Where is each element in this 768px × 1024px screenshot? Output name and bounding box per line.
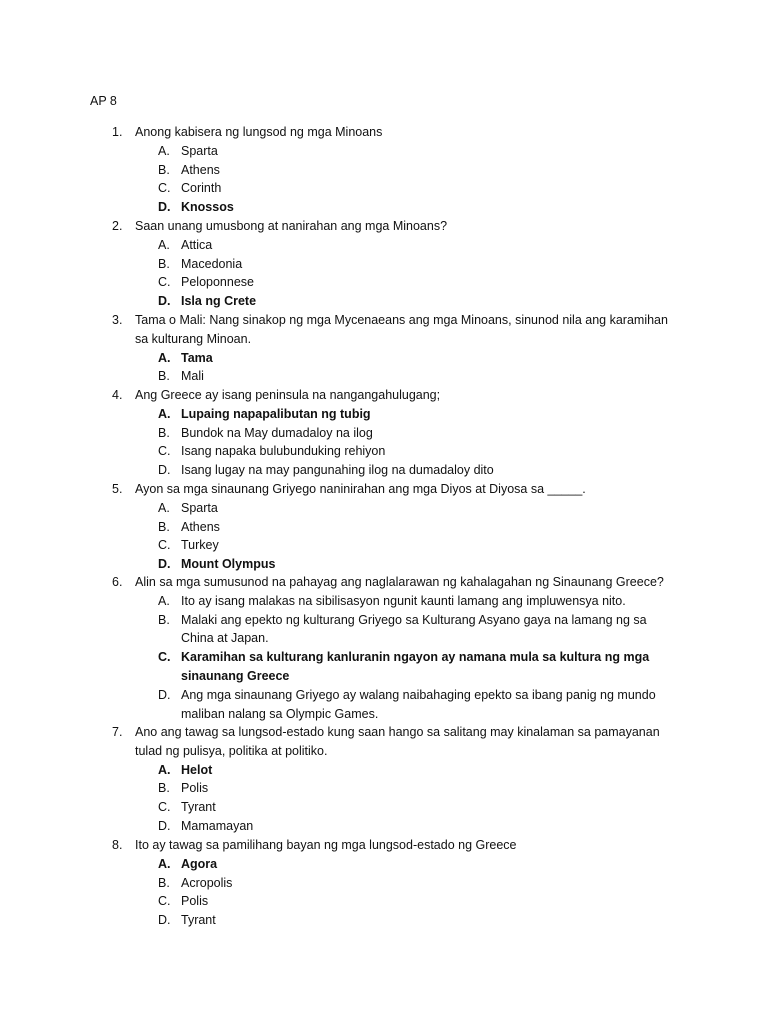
option-text: Polis (181, 781, 209, 796)
option-letter: D. (158, 687, 171, 702)
option-letter: B. (158, 781, 170, 796)
option-letter: C. (158, 650, 171, 665)
question-number: 1. (112, 125, 123, 139)
option-letter: D. (158, 200, 171, 215)
option-text: Turkey (181, 538, 219, 553)
option-letter: A. (158, 762, 171, 777)
question-number: 4. (112, 388, 123, 402)
option-letter: A. (158, 856, 171, 871)
option-text: Sparta (181, 143, 218, 158)
option-letter: A. (158, 350, 171, 365)
option-text: Polis (181, 894, 209, 909)
question-number: 5. (112, 482, 123, 496)
option-text: Malaki ang epekto ng kulturang Griyego sa Kulturang Asyano gaya na lamang ng sa China at Japan. (181, 612, 647, 646)
option-text: Mamamayan (181, 819, 254, 833)
question-text: Ito ay tawag sa pamilihang bayan ng mga lungsod-estado ng Greece (135, 838, 517, 852)
option-text: Helot (181, 762, 213, 777)
option-letter: C. (158, 800, 171, 815)
option-text: Bundok na May dumadaloy na ilog (181, 425, 373, 440)
option-letter: B. (158, 256, 170, 271)
question-number: 7. (112, 725, 123, 739)
option-text: Isang napaka bulubunduking rehiyon (181, 444, 386, 459)
option-text: Mali (181, 369, 204, 384)
option-letter: D. (158, 913, 171, 928)
question-text: Saan unang umusbong at nanirahan ang mga Minoans? (135, 219, 448, 233)
option-text: Peloponnese (181, 275, 254, 290)
option-text: Mount Olympus (181, 557, 276, 572)
question-number: 3. (112, 313, 123, 327)
option-letter: D. (158, 819, 171, 833)
option-letter: D. (158, 463, 171, 478)
question-number: 8. (112, 838, 123, 852)
option-letter: A. (158, 143, 170, 158)
option-letter: A. (158, 500, 170, 515)
option-letter: B. (158, 369, 170, 384)
option-letter: C. (158, 894, 171, 909)
option-letter: B. (158, 162, 170, 177)
option-text: Sparta (181, 500, 218, 515)
option-text: Lupaing napapalibutan ng tubig (181, 406, 371, 421)
question-text: Ano ang tawag sa lungsod-estado kung saan hango sa salitang may kinalaman sa pamayanan tulad ng pulisya, politika at politiko. (135, 725, 660, 758)
option-text: Ang mga sinaunang Griyego ay walang naibahaging epekto sa ibang panig ng mundo maliban nalang sa Olympic Games. (181, 687, 656, 721)
question-text: Ang Greece ay isang peninsula na nangangahulugang; (135, 388, 441, 402)
question-text: Ayon sa mga sinaunang Griyego naninirahan ang mga Diyos at Diyosa sa _____. (135, 482, 586, 496)
option-letter: C. (158, 181, 171, 196)
question-number: 2. (112, 219, 123, 233)
question-text: Anong kabisera ng lungsod ng mga Minoans (135, 125, 383, 139)
option-text: Agora (181, 856, 218, 871)
option-letter: A. (158, 237, 170, 252)
question-text: Alin sa mga sumusunod na pahayag ang naglalarawan ng kahalagahan ng Sinaunang Greece? (135, 575, 664, 589)
option-letter: C. (158, 538, 171, 553)
option-letter: C. (158, 444, 171, 459)
option-letter: A. (158, 406, 171, 421)
option-letter: D. (158, 557, 171, 572)
option-text: Tyrant (181, 913, 216, 928)
option-letter: B. (158, 519, 170, 534)
option-text: Ito ay isang malakas na sibilisasyon ngunit kaunti lamang ang impluwensya nito. (181, 593, 626, 608)
question-number: 6. (112, 575, 123, 589)
option-text: Tyrant (181, 800, 216, 815)
option-letter: C. (158, 275, 171, 290)
option-text: Isang lugay na may pangunahing ilog na dumadaloy dito (181, 463, 494, 478)
option-text: Corinth (181, 181, 222, 196)
option-letter: B. (158, 425, 170, 440)
option-text: Attica (181, 237, 213, 252)
option-letter: A. (158, 593, 170, 608)
option-text: Acropolis (181, 875, 233, 890)
option-text: Tama (181, 350, 213, 365)
option-text: Isla ng Crete (181, 294, 257, 309)
option-text: Macedonia (181, 256, 243, 271)
option-text: Knossos (181, 200, 234, 215)
question-text: Tama o Mali: Nang sinakop ng mga Mycenaeans ang mga Minoans, sinunod nila ang karamihan sa kulturang Minoan. (135, 313, 668, 346)
option-letter: B. (158, 875, 170, 890)
page-title: AP 8 (90, 94, 117, 108)
option-letter: D. (158, 294, 171, 309)
option-text: Athens (181, 162, 220, 177)
option-letter: B. (158, 612, 170, 627)
option-text: Karamihan sa kulturang kanluranin ngayon ay namana mula sa kultura ng mga sinaunang Greece (181, 650, 650, 683)
option-text: Athens (181, 519, 220, 534)
